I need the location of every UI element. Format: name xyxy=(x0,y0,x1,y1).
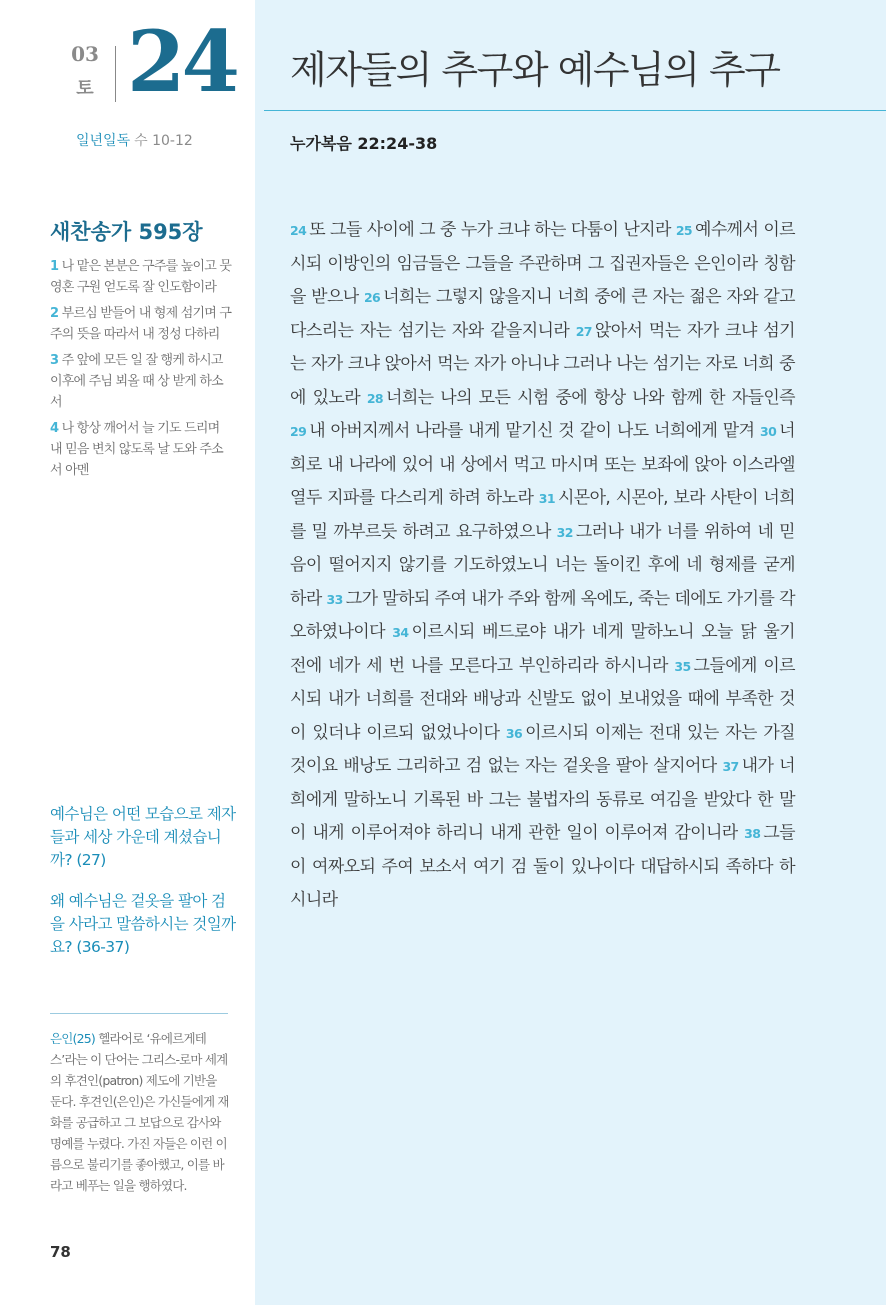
hymn-verse xyxy=(50,303,234,345)
verse-text: 이르시되 이제는 전대 있는 자는 가질 것이요 배낭도 그리하고 검 없는 자는 겉옷을 팔아 살지어다 xyxy=(290,722,795,776)
verse-number: 27 xyxy=(575,323,592,339)
note-divider xyxy=(50,1013,228,1014)
verse-text: 이르시되 베드로야 내가 네게 말하노니 오늘 닭 울기 전에 네가 세 번 나를 모른다고 부인하리라 하시니라 xyxy=(290,622,795,676)
verse-text: 내 아버지께서 나라를 내게 맡기신 것 같이 나도 너희에게 맡겨 xyxy=(309,421,755,441)
verse-number: 28 xyxy=(366,390,384,406)
verse-text: 앉아서 먹는 자가 크냐 섬기는 자가 크냐 앉아서 먹는 자가 아니냐 그러나 나는 섬기는 자로 너희 중에 있노라 xyxy=(290,320,795,408)
verse-number: 31 xyxy=(538,491,555,506)
hymn-verse-number: 2 xyxy=(50,306,59,321)
verse-number: 32 xyxy=(556,524,573,540)
verse-text: 그들에게 이르시되 내가 너희를 전대와 배낭과 신발도 없이 보내었을 때에 부족한 것이 있더냐 이르되 없었나이다 xyxy=(290,655,795,743)
date-day: 24 xyxy=(127,12,236,111)
verse-number: 35 xyxy=(674,658,691,674)
verse-number: 38 xyxy=(744,826,761,841)
verse-number: 37 xyxy=(722,759,739,774)
annual-reading-label: 일년일독 xyxy=(76,133,131,149)
verse-text: 그러나 내가 너를 위하여 네 믿음이 떨어지지 않기를 기도하였노니 너는 돌이킨 후에 네 형제를 굳게 하라 xyxy=(290,521,795,609)
hymn-verse xyxy=(50,256,234,298)
verse-number: 33 xyxy=(326,591,343,607)
verse-number: 25 xyxy=(675,223,693,238)
verse-text: 너희로 내 나라에 있어 내 상에서 먹고 마시며 또는 보좌에 앉아 이스라엘 열두 지파를 다스리게 하려 하노라 xyxy=(290,421,795,508)
verse-number: 26 xyxy=(363,290,381,305)
verse-number: 29 xyxy=(290,424,307,439)
verse-text: 너희는 나의 모든 시험 중에 항상 나와 함께 한 자들인즉 xyxy=(386,387,795,408)
question-1: 예수님은 어떤 모습으로 제자들과 세상 가운데 계셨습니까? (27) xyxy=(50,805,236,869)
page-title: 제자들의 추구와 예수님의 추구 xyxy=(290,48,780,92)
hymn-verse-text: 부르심 받들어 내 형제 섬기며 구주의 뜻을 따라서 내 정성 다하리 xyxy=(50,306,232,342)
verse-number: 36 xyxy=(505,725,523,741)
verse-text: 예수께서 이르시되 이방인의 임금들은 그들을 주관하며 그 집권자들은 은인이라 칭함을 받으나 xyxy=(290,220,795,307)
hymn-verse-number: 4 xyxy=(50,421,59,436)
hymn-verse-text: 나 맡은 본분은 구주를 높이고 뭇 영혼 구원 얻도록 잘 인도함이라 xyxy=(50,259,232,295)
date-weekday: 토 xyxy=(76,78,94,99)
passage-reference: 누가복음 22:24-38 xyxy=(290,134,438,153)
verse-number: 34 xyxy=(392,625,409,640)
verse-text: 시몬아, 시몬아, 보라 사탄이 너희를 밀 까부르듯 하려고 요구하였으나 xyxy=(290,488,795,542)
hymn-verse-text: 주 앞에 모든 일 잘 행케 하시고 이후에 주님 뵈올 때 상 받게 하소서 xyxy=(50,353,223,410)
title-underline xyxy=(264,110,886,111)
verse-text: 그들이 여짜오되 주여 보소서 여기 검 둘이 있나이다 대답하시되 족하다 하시니라 xyxy=(290,823,795,910)
annual-reading-ref: 수 10-12 xyxy=(134,133,193,149)
verse-text: 내가 너희에게 말하노니 기록된 바 그는 불법자의 동류로 여김을 받았다 한 말이 내게 이루어져야 하리니 내게 관한 일이 이루어져 감이니라 xyxy=(290,756,795,843)
note-text: 헬라어로 ‘유에르게테스’라는 이 단어는 그리스-로마 세계의 후견인(patron) 제도에 기반을 둔다. 후견인(은인)은 가신들에게 재화를 공급하고 그 보답으로 감사와 명예를 누렸다. 가진 자들은 이런 이름으로 불리기를 좋아했고, 이를 바라고 베푸는 일을 행하였다. xyxy=(50,1031,229,1193)
hymn-verse-text: 나 항상 깨어서 늘 기도 드리며 내 믿음 변치 않도록 날 도와 주소서 아멘 xyxy=(50,421,223,478)
hymn-verse-number: 1 xyxy=(50,259,59,274)
verse-number: 24 xyxy=(290,223,307,238)
verse-text: 그가 말하되 주여 내가 주와 함께 옥에도, 죽는 데에도 가기를 각오하였나이다 xyxy=(290,588,795,642)
verse-text: 너희는 그렇지 않을지니 너희 중에 큰 자는 젊은 자와 같고 다스리는 자는 섬기는 자와 같을지니라 xyxy=(290,287,796,341)
date-divider xyxy=(115,46,116,102)
page-number: 78 xyxy=(50,1243,71,1261)
hymn-lyrics xyxy=(50,256,234,486)
question-2: 왜 예수님은 겉옷을 팔아 검을 사라고 말씀하시는 것일까요? (36-37) xyxy=(50,892,236,956)
note-term: 은인(25) xyxy=(50,1031,96,1046)
scripture-text xyxy=(290,214,795,918)
verse-text: 또 그들 사이에 그 중 누가 크냐 하는 다툼이 난지라 xyxy=(309,220,671,240)
verse-number: 30 xyxy=(759,424,777,439)
hymn-verse xyxy=(50,350,234,413)
hymn-title: 새찬송가 595장 xyxy=(50,220,203,244)
date-month: 03 xyxy=(71,42,99,66)
hymn-verse xyxy=(50,418,234,481)
annual-reading xyxy=(76,130,193,150)
hymn-verse-number: 3 xyxy=(50,353,59,368)
word-note xyxy=(50,1028,230,1196)
reflection-questions xyxy=(50,803,236,977)
